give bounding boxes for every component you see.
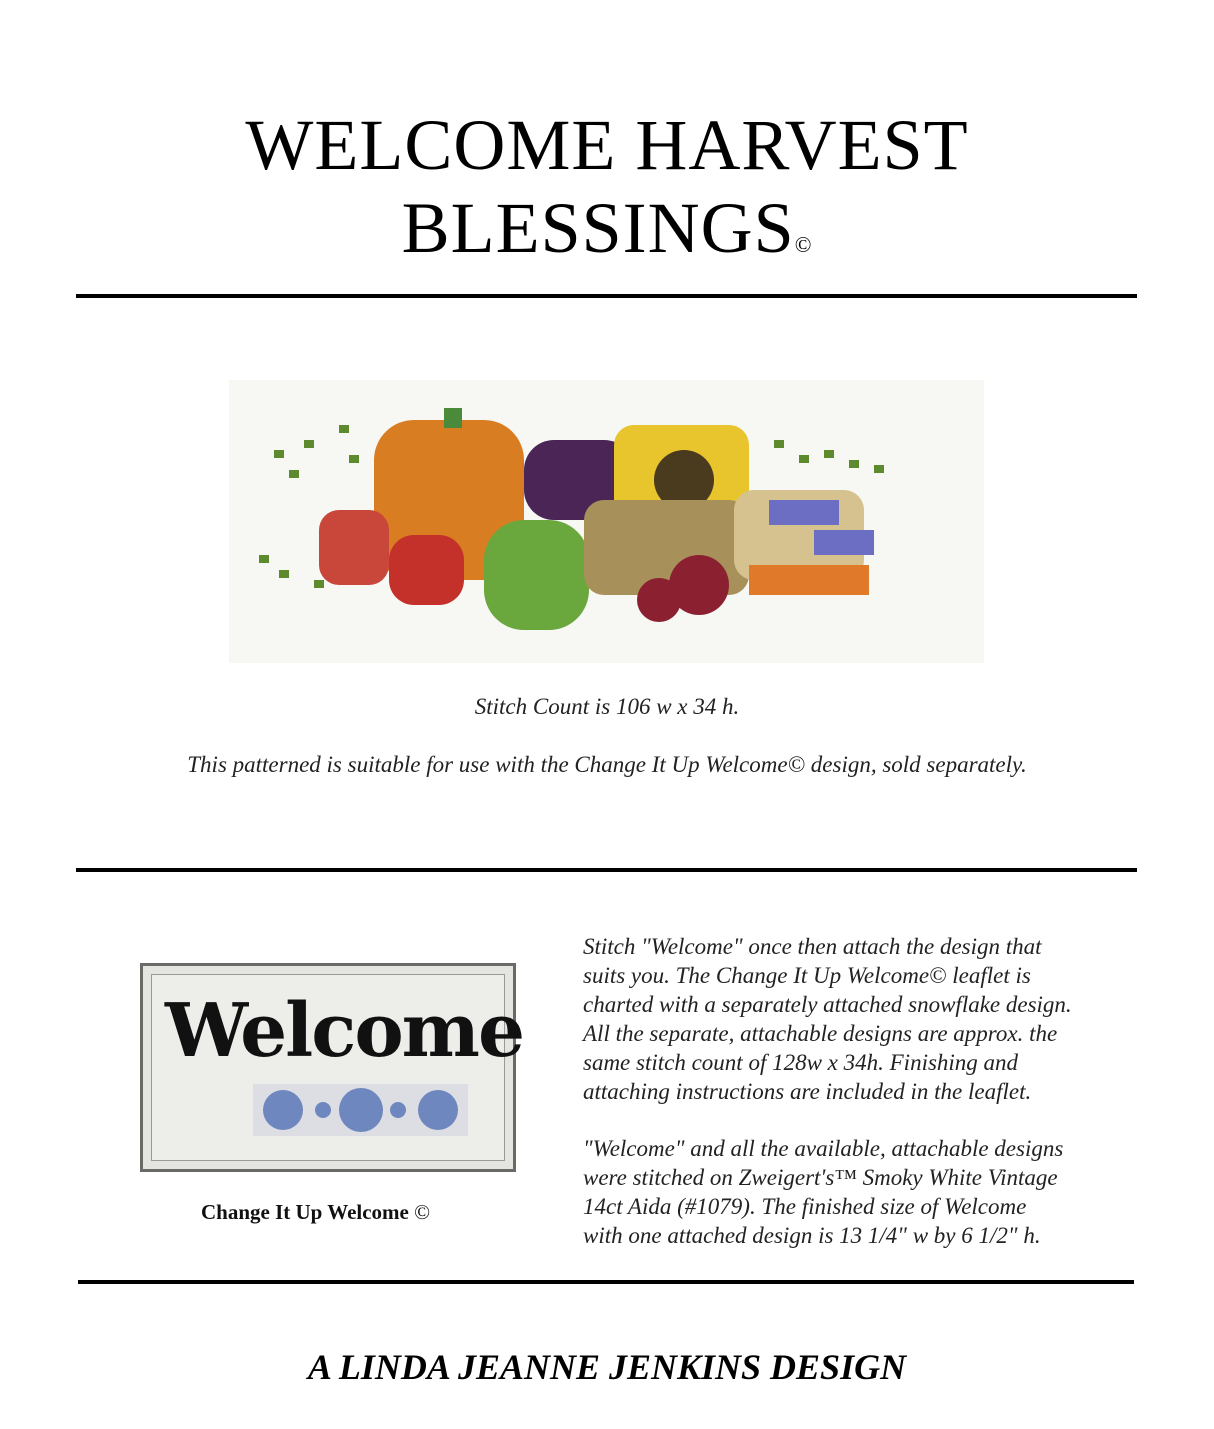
divider [78, 1280, 1134, 1284]
text-line: 14ct Aida (#1079). The finished size of Welcome [583, 1194, 1027, 1219]
text-line: "Welcome" and all the available, attachable designs [583, 1136, 1064, 1161]
harvest-image [229, 380, 984, 663]
text-line: Stitch "Welcome" once then attach the design that [583, 934, 1042, 959]
stitch-count: Stitch Count is 106 w x 34 h. [474, 694, 740, 719]
title-copyright: © [794, 232, 813, 257]
welcome-lettering: Welcome [165, 988, 524, 1074]
divider [76, 294, 1137, 298]
text-line: with one attached design is 13 1/4" w by 6 1/2" h. [583, 1223, 1041, 1248]
title-text: BLESSINGS [401, 188, 795, 268]
text-line: All the separate, attachable designs are approx. the [583, 1021, 1058, 1046]
text-line: suits you. The Change It Up Welcome© leaflet is [583, 963, 1031, 988]
text-line: charted with a separately attached snowflake design. [583, 992, 1072, 1017]
divider [76, 868, 1137, 872]
text-line: same stitch count of 128w x 34h. Finishing and [583, 1050, 1019, 1075]
welcome-image [140, 963, 524, 1172]
caption-text: Change It Up Welcome [201, 1200, 409, 1224]
suitability-note: This patterned is suitable for use with the Change It Up Welcome© design, sold separately. [187, 752, 1027, 777]
title-line-2 [0, 188, 1214, 285]
title-line-1: WELCOME HARVEST [245, 105, 969, 185]
text-line: were stitched on Zweigert's™ Smoky White Vintage [583, 1165, 1058, 1190]
caption-copyright: © [414, 1200, 431, 1224]
description-paragraph-2 [583, 1134, 1143, 1250]
text-line: attaching instructions are included in the leaflet. [583, 1079, 1032, 1104]
footer-credit: A LINDA JEANNE JENKINS DESIGN [307, 1347, 907, 1387]
description-paragraph-1 [583, 932, 1143, 1106]
image-caption [201, 1200, 430, 1225]
